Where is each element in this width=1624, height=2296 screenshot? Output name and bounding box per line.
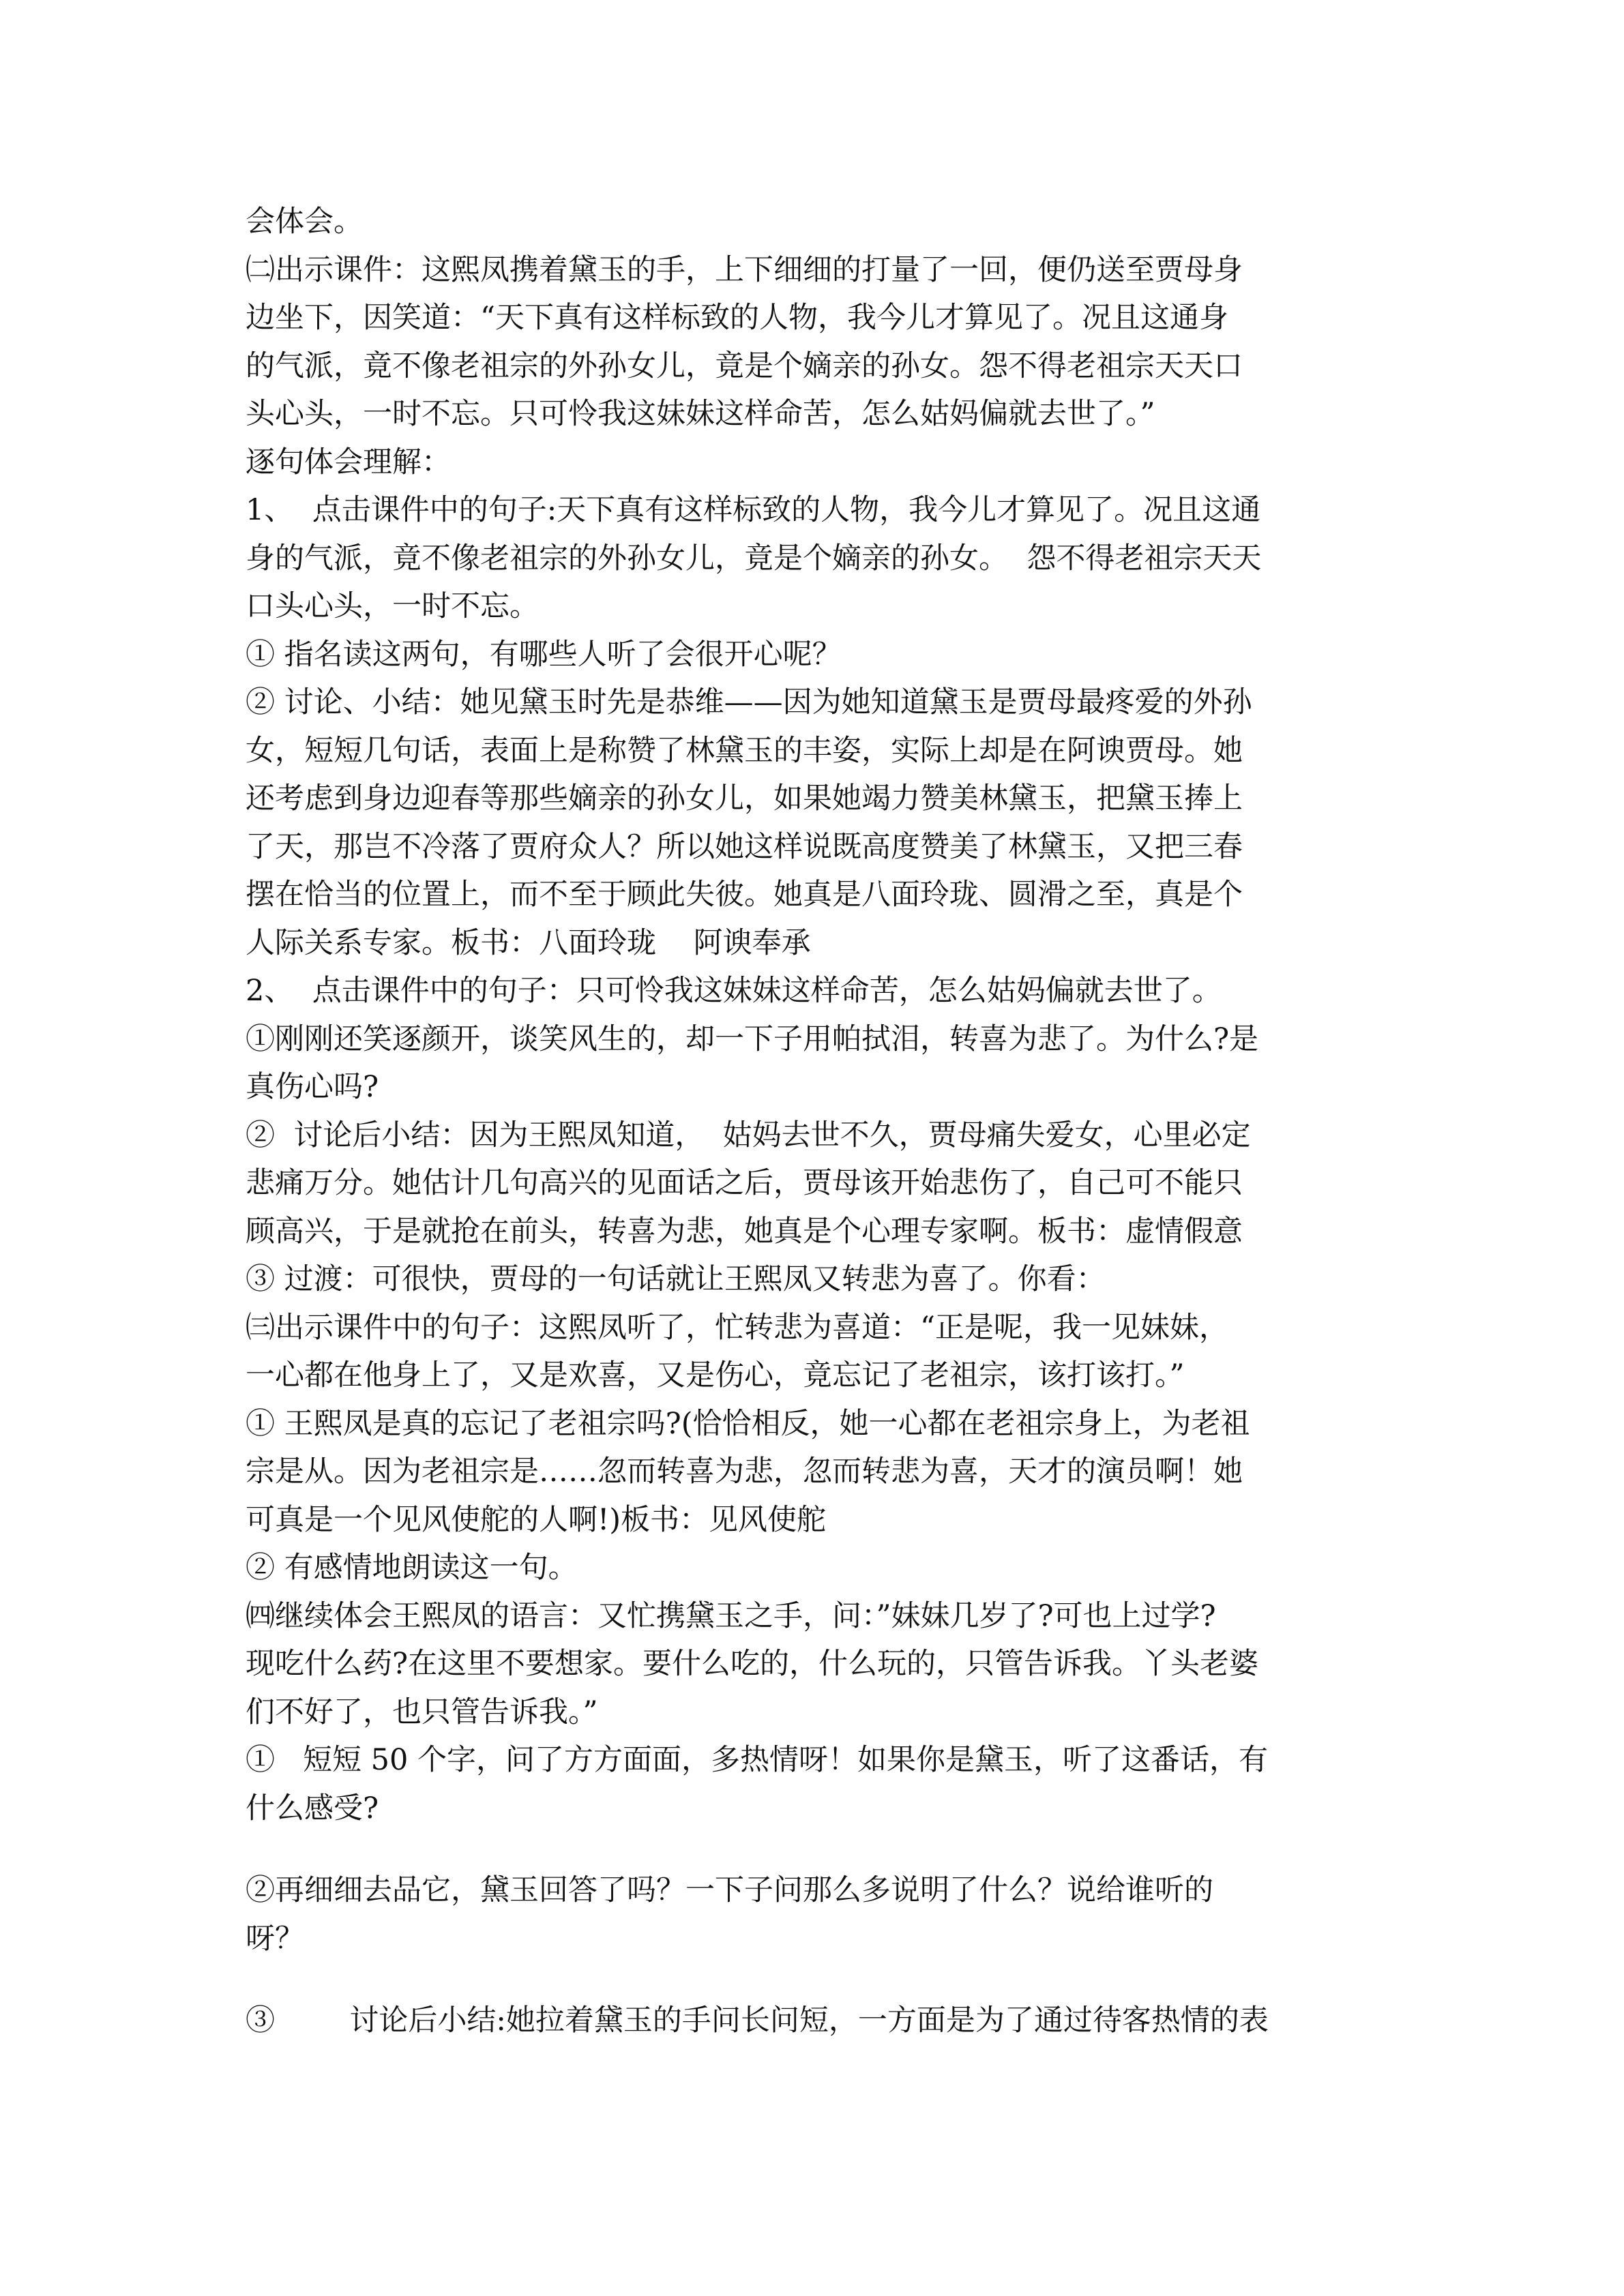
text-line: 身的气派，竟不像老祖宗的外孙女儿，竟是个嫡亲的孙女。 怨不得老祖宗天天 xyxy=(246,541,1262,576)
text-line: 还考虑到身边迎春等那些嫡亲的孙女儿，如果她竭力赞美林黛玉，把黛玉捧上 xyxy=(246,781,1243,816)
text-line: 边坐下，因笑道：“天下真有这样标致的人物，我今儿才算见了。况且这通身 xyxy=(246,301,1228,335)
text-line: 逐句体会理解： xyxy=(246,445,451,479)
text-line: 人际关系专家。板书：八面玲珑 阿谀奉承 xyxy=(246,925,811,960)
text-line: 2、 点击课件中的句子：只可怜我这妹妹这样命苦，怎么姑妈偏就去世了。 xyxy=(246,974,1222,1008)
text-line: ② 讨论、小结：她见黛玉时先是恭维——因为她知道黛玉是贾母最疼爱的外孙 xyxy=(246,685,1252,719)
text-line: 呀？ xyxy=(246,1921,304,1956)
text-line: 顾高兴，于是就抢在前头，转喜为悲，她真是个心理专家啊。板书：虚情假意 xyxy=(246,1214,1243,1249)
text-line: ② 有感情地朗读这一句。 xyxy=(246,1551,578,1585)
document-body xyxy=(246,198,1378,2045)
text-line: 口头心头，一时不忘。 xyxy=(246,589,539,623)
text-line: ㈡出示课件：这熙凤携着黛玉的手，上下细细的打量了一回，便仍送至贾母身 xyxy=(246,252,1243,287)
text-line: ①刚刚还笑逐颜开，谈笑风生的，却一下子用帕拭泪，转喜为悲了。为什么?是 xyxy=(246,1022,1259,1056)
text-line: ② 讨论后小结：因为王熙凤知道， 姑妈去世不久，贾母痛失爱女，心里必定 xyxy=(246,1118,1251,1152)
text-line: 什么感受? xyxy=(246,1791,379,1825)
text-line: 可真是一个见风使舵的人啊!)板书：见风使舵 xyxy=(246,1502,827,1537)
text-line: 头心头，一时不忘。只可怜我这妹妹这样命苦，怎么姑妈偏就去世了。” xyxy=(246,397,1155,431)
text-line: 了天，那岂不冷落了贾府众人？所以她这样说既高度赞美了林黛玉，又把三春 xyxy=(246,829,1243,864)
text-line: 1、 点击课件中的句子:天下真有这样标致的人物，我今儿才算见了。况且这通 xyxy=(246,493,1261,527)
text-line: ③ 讨论后小结:她拉着黛玉的手问长问短，一方面是为了通过待客热情的表 xyxy=(246,2003,1269,2038)
text-line: 的气派，竟不像老祖宗的外孙女儿，竟是个嫡亲的孙女。怨不得老祖宗天天口 xyxy=(246,348,1243,383)
text-line: ① 王熙凤是真的忘记了老祖宗吗?(恰恰相反，她一心都在老祖宗身上，为老祖 xyxy=(246,1406,1250,1441)
text-line: ②再细细去品它，黛玉回答了吗？一下子问那么多说明了什么？说给谁听的 xyxy=(246,1873,1213,1907)
text-line: ③ 过渡：可很快，贾母的一句话就让王熙凤又转悲为喜了。你看： xyxy=(246,1262,1106,1296)
paragraph-gap xyxy=(246,1832,1378,1866)
text-line: 一心都在他身上了，又是欢喜，又是伤心，竟忘记了老祖宗，该打该打。” xyxy=(246,1358,1185,1392)
text-line: ① 短短 50 个字，问了方方面面，多热情呀！如果你是黛玉，听了这番话，有 xyxy=(246,1743,1269,1777)
text-line: ㈢出示课件中的句子：这熙凤听了，忙转悲为喜道：“正是呢，我一见妹妹， xyxy=(246,1310,1228,1345)
text-line: 宗是从。因为老祖宗是……忽而转喜为悲，忽而转悲为喜，天才的演员啊！她 xyxy=(246,1455,1243,1489)
text-line: 们不好了，也只管告诉我。” xyxy=(246,1695,598,1729)
text-line: ① 指名读这两句，有哪些人听了会很开心呢？ xyxy=(246,637,842,672)
text-line: 女，短短几句话，表面上是称赞了林黛玉的丰姿，实际上却是在阿谀贾母。她 xyxy=(246,733,1243,768)
text-line: 会体会。 xyxy=(246,205,363,239)
text-line: 真伤心吗? xyxy=(246,1070,379,1104)
text-line: ㈣继续体会王熙凤的语言：又忙携黛玉之手，问：”妹妹几岁了?可也上过学? xyxy=(246,1598,1216,1633)
text-line: 现吃什么药?在这里不要想家。要什么吃的，什么玩的，只管告诉我。丫头老婆 xyxy=(246,1647,1259,1681)
text-line: 摆在恰当的位置上，而不至于顾此失彼。她真是八面玲珑、圆滑之至，真是个 xyxy=(246,878,1243,912)
text-line: 悲痛万分。她估计几句高兴的见面话之后，贾母该开始悲伤了，自己可不能只 xyxy=(246,1166,1243,1200)
paragraph-gap xyxy=(246,1963,1378,1997)
